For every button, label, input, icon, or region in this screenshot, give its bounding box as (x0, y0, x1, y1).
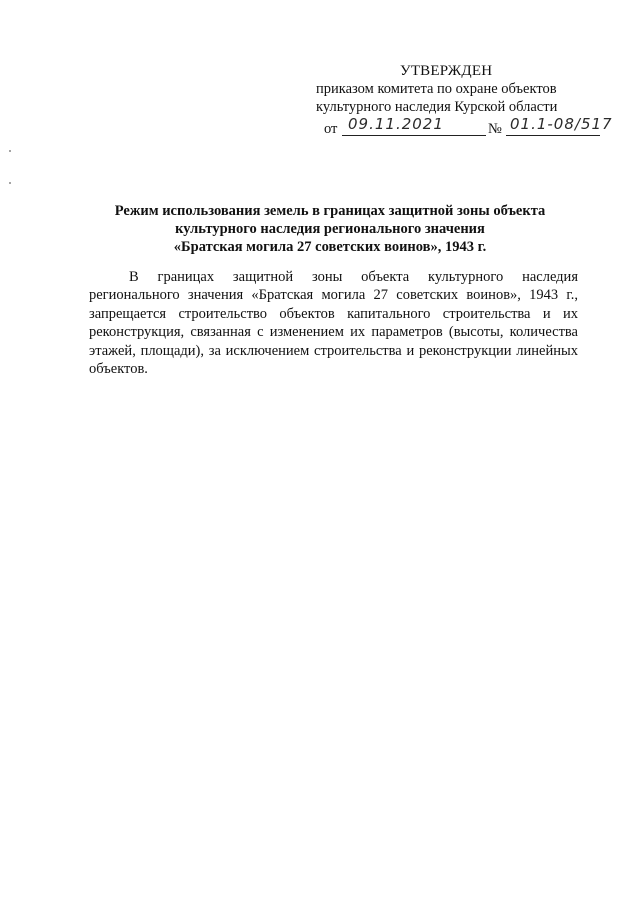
from-label: от (324, 121, 338, 137)
approval-date-number-row (316, 117, 616, 139)
approval-committee-line: культурного наследия Курской области (316, 99, 558, 115)
handwritten-number: 01.1-08/517 (510, 115, 613, 133)
body-paragraph: В границах защитной зоны объекта культурного наследия регионального значения «Братская могила 27 советских воинов», 1943 г., запрещается строительство объектов капитального строительства и их реконструкция, связанная с изменением их параметров (высоты, количества этажей, площади), за исключением строительства и реконструкции линейных объектов. (89, 269, 578, 378)
number-field (506, 115, 613, 136)
title-line-2: культурного наследия регионального значения (175, 221, 485, 237)
document-title (80, 202, 580, 256)
approved-heading: УТВЕРЖДЕН (400, 63, 493, 79)
handwritten-date: 09.11.2021 (348, 115, 444, 133)
scan-mark (9, 150, 11, 152)
title-line-1: Режим использования земель в границах защитной зоны объекта (114, 203, 546, 219)
approval-order-line: приказом комитета по охране объектов (316, 81, 557, 97)
number-label: № (488, 121, 502, 137)
approval-stamp-block (316, 62, 616, 139)
scan-mark (9, 182, 11, 184)
title-line-3: «Братская могила 27 советских воинов», 1943 г. (173, 239, 487, 255)
date-field (342, 117, 486, 136)
